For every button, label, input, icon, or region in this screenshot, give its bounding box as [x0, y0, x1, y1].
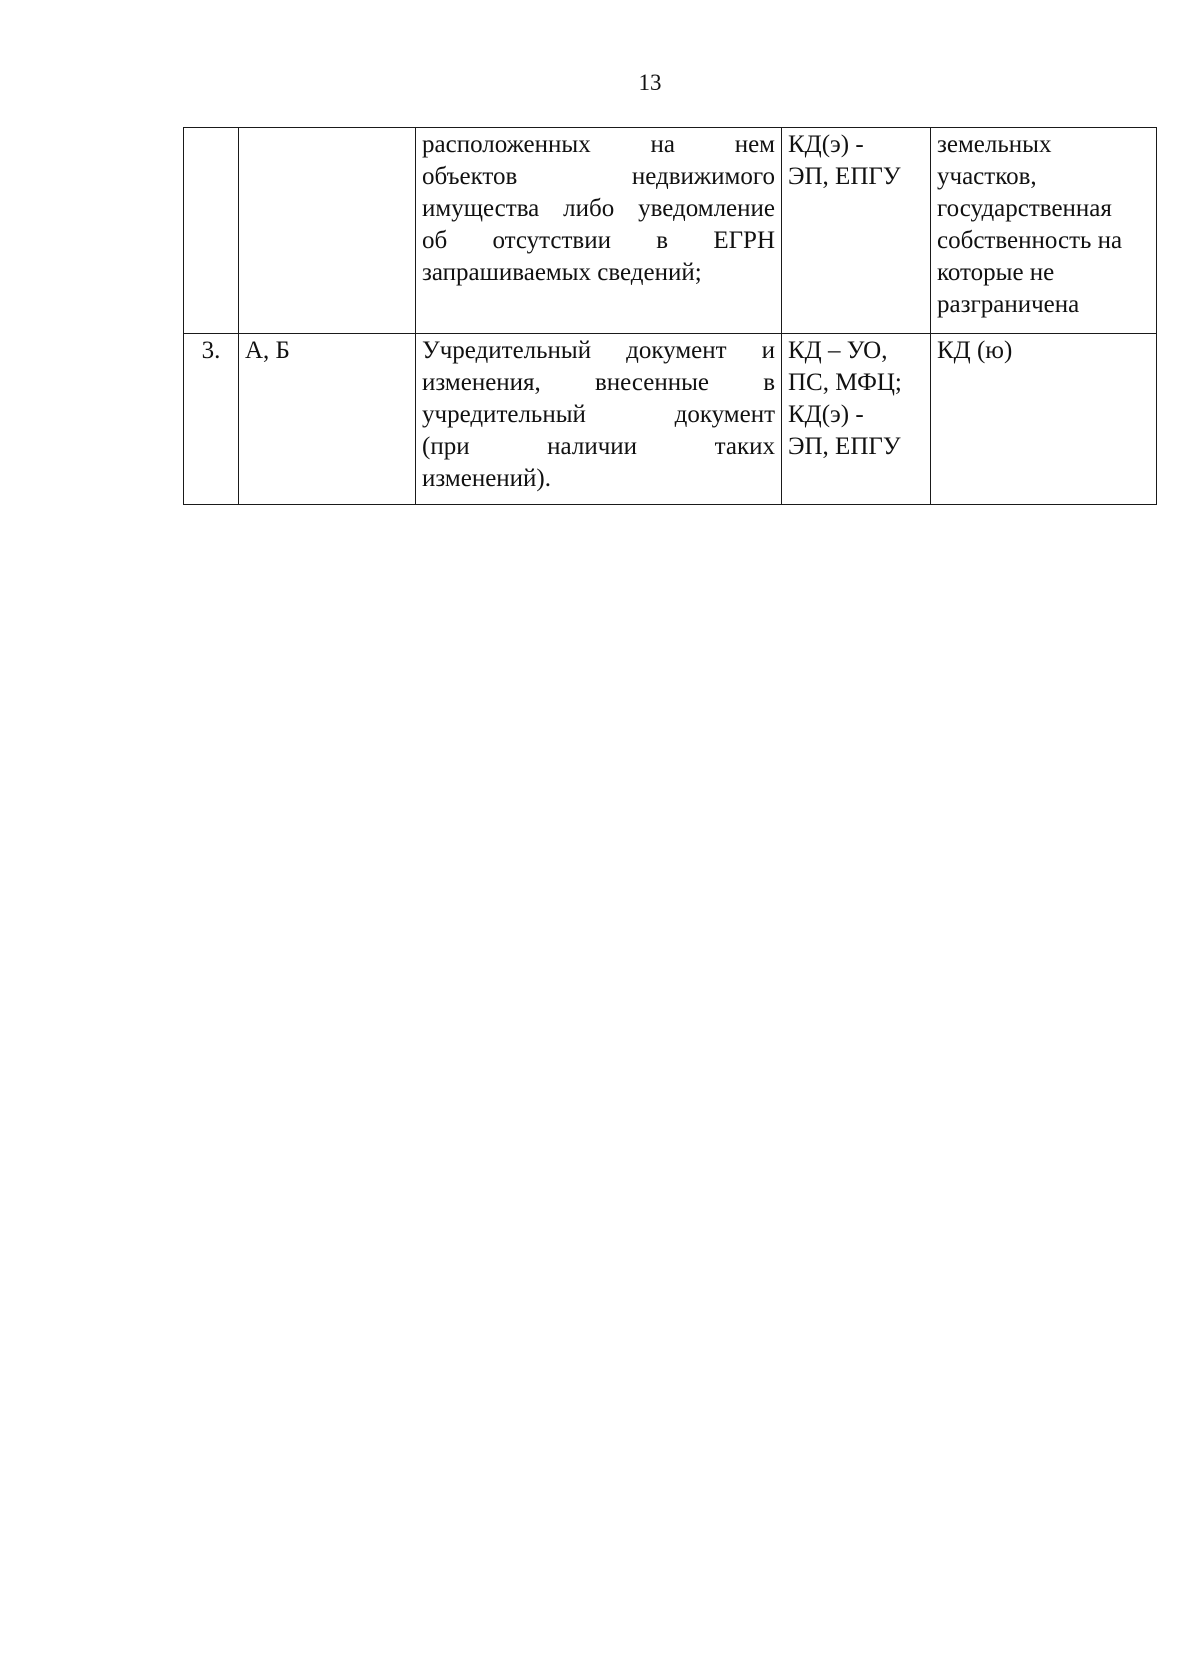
document-line: (при наличии таких [422, 433, 775, 460]
document-line: изменения, внесенные в [422, 369, 775, 396]
document-line: Учредительный документ и [422, 337, 775, 364]
note-line: разграничена [937, 291, 1080, 318]
submission-line: КД(э) - [788, 131, 864, 158]
document-description-cell [416, 334, 782, 505]
requirements-table [183, 127, 1157, 505]
document-line: запрашиваемых сведений; [422, 259, 702, 286]
note-line: собственность на [937, 227, 1123, 254]
note-cell [931, 334, 1157, 505]
note-line: которые не [937, 259, 1055, 286]
row-number-cell [184, 128, 239, 334]
row-number: 3. [201, 337, 221, 364]
document-description-cell [416, 128, 782, 334]
applicant-letters-cell [239, 128, 416, 334]
note-line: государственная [937, 195, 1112, 222]
table-row [184, 128, 1157, 334]
note-line: КД (ю) [937, 337, 1013, 364]
document-line: имущества либо уведомление [422, 195, 775, 222]
document-line: учредительный документ [422, 401, 775, 428]
applicant-letters-cell [239, 334, 416, 505]
row-number-cell [184, 334, 239, 505]
applicant-letters: А, Б [245, 337, 290, 364]
submission-line: КД(э) - [788, 401, 864, 428]
table-row [184, 334, 1157, 505]
document-line: изменений). [422, 465, 552, 492]
submission-method-cell [782, 128, 931, 334]
note-line: участков, [937, 163, 1037, 190]
note-line: земельных [937, 131, 1052, 158]
submission-line: КД – УО, [788, 337, 888, 364]
note-cell [931, 128, 1157, 334]
submission-line: ЭП, ЕПГУ [788, 433, 901, 460]
submission-line: ПС, МФЦ; [788, 369, 902, 396]
submission-line: ЭП, ЕПГУ [788, 163, 901, 190]
document-line: объектов недвижимого [422, 163, 775, 190]
document-line: об отсутствии в ЕГРН [422, 227, 775, 254]
submission-method-cell [782, 334, 931, 505]
document-line: расположенных на нем [422, 131, 775, 158]
page-number: 13 [638, 70, 662, 95]
